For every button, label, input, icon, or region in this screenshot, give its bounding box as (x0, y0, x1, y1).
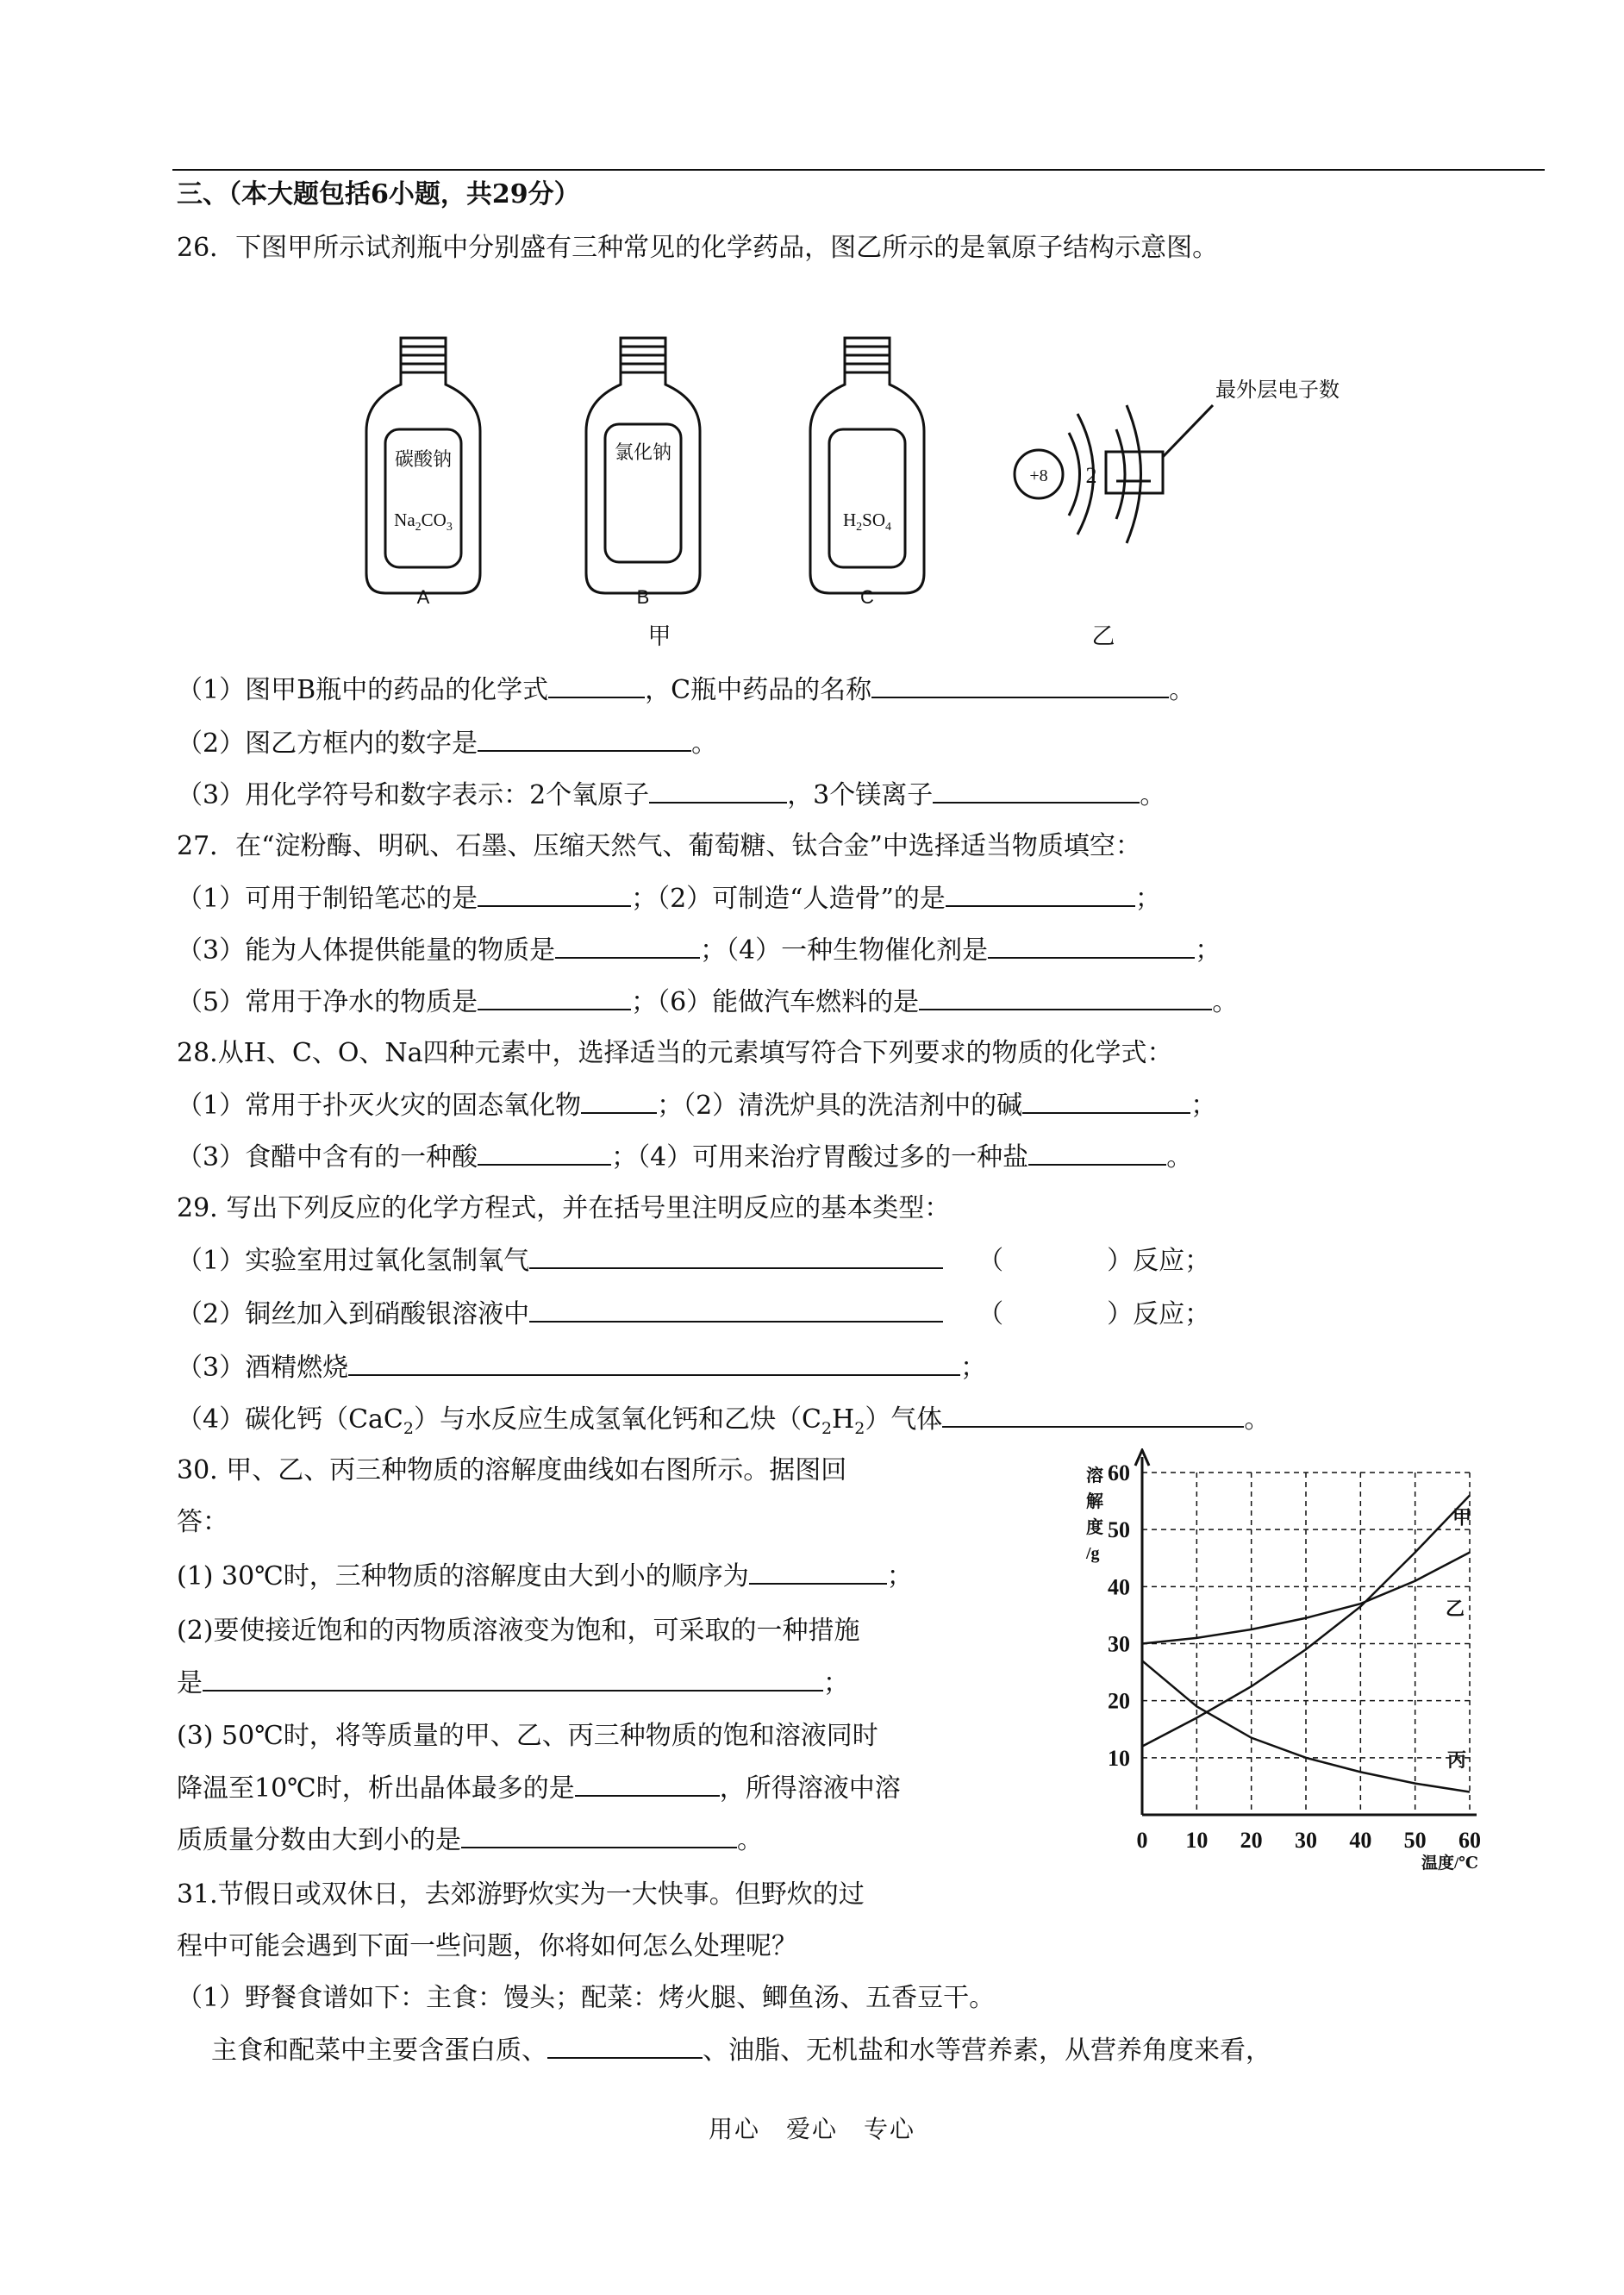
q28-blank3[interactable] (478, 1140, 611, 1166)
q27-blank4[interactable] (988, 933, 1195, 959)
q26-part3: （3）用化学符号和数字表示：2个氧原子 ，3个镁离子 。 (177, 778, 1165, 813)
q30-stem2: 答： (177, 1507, 228, 1537)
q31-part2: 主食和配菜中主要含蛋白质、 、油脂、无机盐和水等营养素，从营养角度来看， (211, 2033, 1271, 2068)
top-rule (172, 169, 1545, 171)
q28-blank2[interactable] (1022, 1088, 1190, 1114)
figure-yi-label: 乙 (1091, 623, 1115, 649)
y-axis-label: /g (1086, 1544, 1100, 1563)
q29-blank3[interactable] (348, 1350, 960, 1376)
q29-blank4[interactable] (942, 1402, 1244, 1428)
bottle-a-label: 碳酸钠 (394, 448, 453, 470)
q31-stem1: 31.节假日或双休日，去郊游野炊实为一大快事。但野炊的过 (177, 1879, 865, 1910)
x-tick-label: 60 (1458, 1828, 1481, 1853)
y-tick-label: 20 (1108, 1688, 1130, 1714)
section-title: 三、（本大题包括6小题，共29分） (177, 179, 580, 209)
bottle-c-letter: C (860, 586, 874, 608)
atom-annotation: 最外层电子数 (1215, 379, 1340, 402)
y-tick-label: 60 (1108, 1460, 1130, 1485)
q30-part2b: 是 ； (177, 1666, 849, 1701)
q26-blank4[interactable] (649, 778, 787, 804)
q26-figure (340, 328, 1418, 655)
q27-blank2[interactable] (946, 881, 1135, 907)
q31-blank1[interactable] (547, 2033, 703, 2059)
x-tick-label: 10 (1185, 1828, 1209, 1853)
bottle-b (586, 338, 700, 593)
q26-part2: （2）图乙方框内的数字是 。 (177, 726, 717, 761)
bottle-a-letter: A (416, 586, 430, 608)
q26-stem: 26．下图甲所示试剂瓶中分别盛有三种常见的化学药品，图乙所示的是氧原子结构示意图。 (177, 233, 1219, 263)
q29-stem: 29. 写出下列反应的化学方程式，并在括号里注明反应的基本类型： (177, 1193, 951, 1223)
bottle-c-formula: $H_2SO_4$ (842, 510, 892, 534)
q27-row3: （5）常用于净水的物质是 ；（6）能做汽车燃料的是 。 (177, 985, 1238, 1020)
x-tick-label: 0 (1136, 1828, 1148, 1853)
x-tick-label: 30 (1295, 1828, 1317, 1853)
page-footer: 用心 爱心 专心 (708, 2115, 915, 2143)
atom-shell1-electrons: 2 (1085, 463, 1097, 488)
y-tick-label: 30 (1108, 1631, 1130, 1657)
q30-blank2[interactable] (203, 1666, 823, 1692)
q30-part2a: (2)要使接近饱和的丙物质溶液变为饱和，可采取的一种措施 (177, 1616, 860, 1646)
bottle-c (810, 338, 924, 593)
x-tick-label: 40 (1349, 1828, 1372, 1853)
q28-stem: 28.从H、C、O、Na四种元素中，选择适当的元素填写符合下列要求的物质的化学式： (177, 1038, 1173, 1068)
q30-blank3[interactable] (575, 1771, 720, 1797)
series-label: 丙 (1447, 1748, 1467, 1771)
y-tick-label: 40 (1108, 1574, 1130, 1600)
atom-nucleus: +8 (1029, 466, 1048, 485)
q28-blank1[interactable] (581, 1088, 657, 1114)
q26-blank1[interactable] (548, 672, 645, 698)
q29-blank1[interactable] (529, 1243, 943, 1269)
q27-stem: 27．在“淀粉酶、明矾、石墨、压缩天然气、葡萄糖、钛合金”中选择适当物质填空： (177, 831, 1141, 861)
q26-blank2[interactable] (871, 672, 1169, 698)
q31-part1: （1）野餐食谱如下：主食：馒头；配菜：烤火腿、鲫鱼汤、五香豆干。 (177, 1983, 996, 2013)
x-tick-label: 50 (1403, 1828, 1427, 1853)
q26-part1: （1）图甲B瓶中的药品的化学式 ，C瓶中药品的名称 。 (177, 672, 1195, 708)
q30-blank1[interactable] (749, 1559, 887, 1585)
series-label: 甲 (1452, 1506, 1472, 1529)
q27-blank5[interactable] (478, 985, 631, 1010)
q27-blank1[interactable] (478, 881, 631, 907)
q30-stem1: 30. 甲、乙、丙三种物质的溶解度曲线如右图所示。据图回 (177, 1455, 847, 1485)
q27-blank6[interactable] (919, 985, 1212, 1010)
q29-blank2[interactable] (529, 1297, 943, 1323)
q27-row1: （1）可用于制铅笔芯的是 ；（2）可制造“人造骨”的是 ； (177, 881, 1161, 916)
y-axis-label: 溶 (1086, 1466, 1103, 1485)
q27-row2: （3）能为人体提供能量的物质是 ；（4）一种生物催化剂是 ； (177, 933, 1221, 968)
q26-blank5[interactable] (933, 778, 1140, 804)
q30-part1: (1) 30℃时，三种物质的溶解度由大到小的顺序为 ； (177, 1559, 913, 1594)
solubility-chart (1069, 1448, 1517, 1888)
q31-stem2: 程中可能会遇到下面一些问题，你将如何怎么处理呢？ (177, 1931, 797, 1961)
bottle-b-letter: B (636, 586, 650, 608)
x-tick-label: 20 (1240, 1828, 1263, 1853)
q29-row3: （3）酒精燃烧 ； (177, 1350, 986, 1385)
x-axis-label: 温度/℃ (1421, 1854, 1478, 1873)
q29-row1: （1）实验室用过氧化氢制氧气 （ ）反应； (177, 1243, 1210, 1279)
bottle-a-formula: $Na_2CO_3$ (394, 510, 453, 534)
q28-row2: （3）食醋中含有的一种酸 ；（4）可用来治疗胃酸过多的一种盐 。 (177, 1140, 1192, 1175)
q27-blank3[interactable] (555, 933, 700, 959)
figure-jia-label: 甲 (647, 623, 671, 649)
y-tick-label: 10 (1108, 1745, 1130, 1771)
q30-part3c: 质质量分数由大到小的是 。 (177, 1823, 763, 1858)
q29-row4: （4）碳化钙（CaC$_2$）与水反应生成氢氧化钙和乙炔$(C_2H_2)$气体 。 (177, 1402, 1270, 1446)
q30-part3b: 降温至10℃时，析出晶体最多的是 ，所得溶液中溶 (177, 1771, 901, 1806)
y-axis-label: 解 (1086, 1492, 1103, 1511)
q30-part3a: (3) 50℃时，将等质量的甲、乙、丙三种物质的饱和溶液同时 (177, 1721, 878, 1751)
q26-blank3[interactable] (478, 726, 691, 752)
q28-row1: （1）常用于扑灭火灾的固态氧化物 ；（2）清洗炉具的洗洁剂中的碱 ； (177, 1088, 1216, 1123)
q29-row2: （2）铜丝加入到硝酸银溶液中 （ ）反应； (177, 1297, 1210, 1332)
y-tick-label: 50 (1108, 1517, 1130, 1543)
q30-blank4[interactable] (461, 1823, 737, 1848)
series-label: 乙 (1446, 1598, 1465, 1620)
bottle-b-label: 氯化钠 (614, 441, 672, 463)
y-axis-label: 度 (1086, 1518, 1103, 1537)
series-line (1142, 1660, 1470, 1792)
q28-blank4[interactable] (1028, 1140, 1166, 1166)
